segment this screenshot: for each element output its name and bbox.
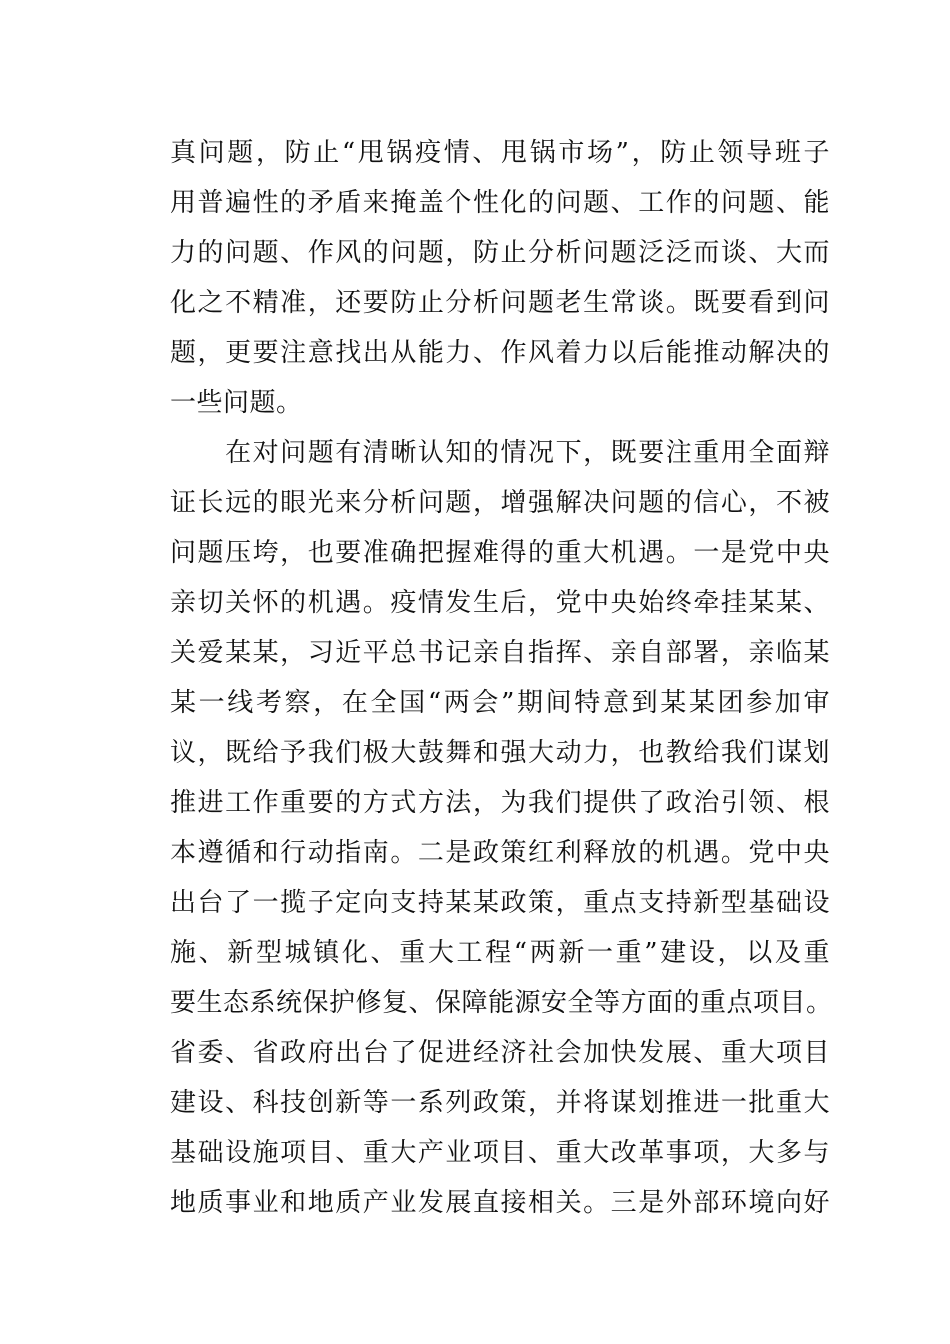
text-line: 基础设施项目、重大产业项目、重大改革事项，大多与 — [170, 1138, 830, 1168]
text-line: 建设、科技创新等一系列政策，并将谋划推进一批重大 — [170, 1088, 830, 1118]
text-line: 某一线考察，在全国“两会”期间特意到某某团参加审 — [170, 688, 830, 718]
text-line: 力的问题、作风的问题，防止分析问题泛泛而谈、大而 — [170, 238, 830, 268]
text-line: 亲切关怀的机遇。疫情发生后，党中央始终牵挂某某、 — [170, 588, 830, 618]
body-text — [170, 128, 833, 1228]
text-line: 本遵循和行动指南。二是政策红利释放的机遇。党中央 — [170, 838, 830, 868]
text-line: 问题压垮，也要准确把握难得的重大机遇。一是党中央 — [170, 538, 830, 568]
text-line: 议，既给予我们极大鼓舞和强大动力，也教给我们谋划 — [170, 738, 830, 768]
text-line: 要生态系统保护修复、保障能源安全等方面的重点项目。 — [170, 988, 833, 1018]
text-line: 推进工作重要的方式方法，为我们提供了政治引领、根 — [170, 788, 830, 818]
text-line: 出台了一揽子定向支持某某政策，重点支持新型基础设 — [170, 888, 830, 918]
text-line: 证长远的眼光来分析问题，增强解决问题的信心，不被 — [170, 488, 830, 518]
text-line: 一些问题。 — [170, 388, 303, 418]
text-line: 在对问题有清晰认知的情况下，既要注重用全面辩 — [170, 438, 830, 468]
text-line: 地质事业和地质产业发展直接相关。三是外部环境向好 — [170, 1188, 830, 1218]
text-line: 题，更要注意找出从能力、作风着力以后能推动解决的 — [170, 338, 830, 368]
text-line: 真问题，防止“甩锅疫情、甩锅市场”，防止领导班子 — [170, 138, 830, 168]
text-line: 用普遍性的矛盾来掩盖个性化的问题、工作的问题、能 — [170, 188, 830, 218]
text-line: 化之不精准，还要防止分析问题老生常谈。既要看到问 — [170, 288, 830, 318]
text-line: 关爱某某，习近平总书记亲自指挥、亲自部署，亲临某 — [170, 638, 830, 668]
text-line: 省委、省政府出台了促进经济社会加快发展、重大项目 — [170, 1038, 830, 1068]
text-line: 施、新型城镇化、重大工程“两新一重”建设，以及重 — [170, 938, 830, 968]
